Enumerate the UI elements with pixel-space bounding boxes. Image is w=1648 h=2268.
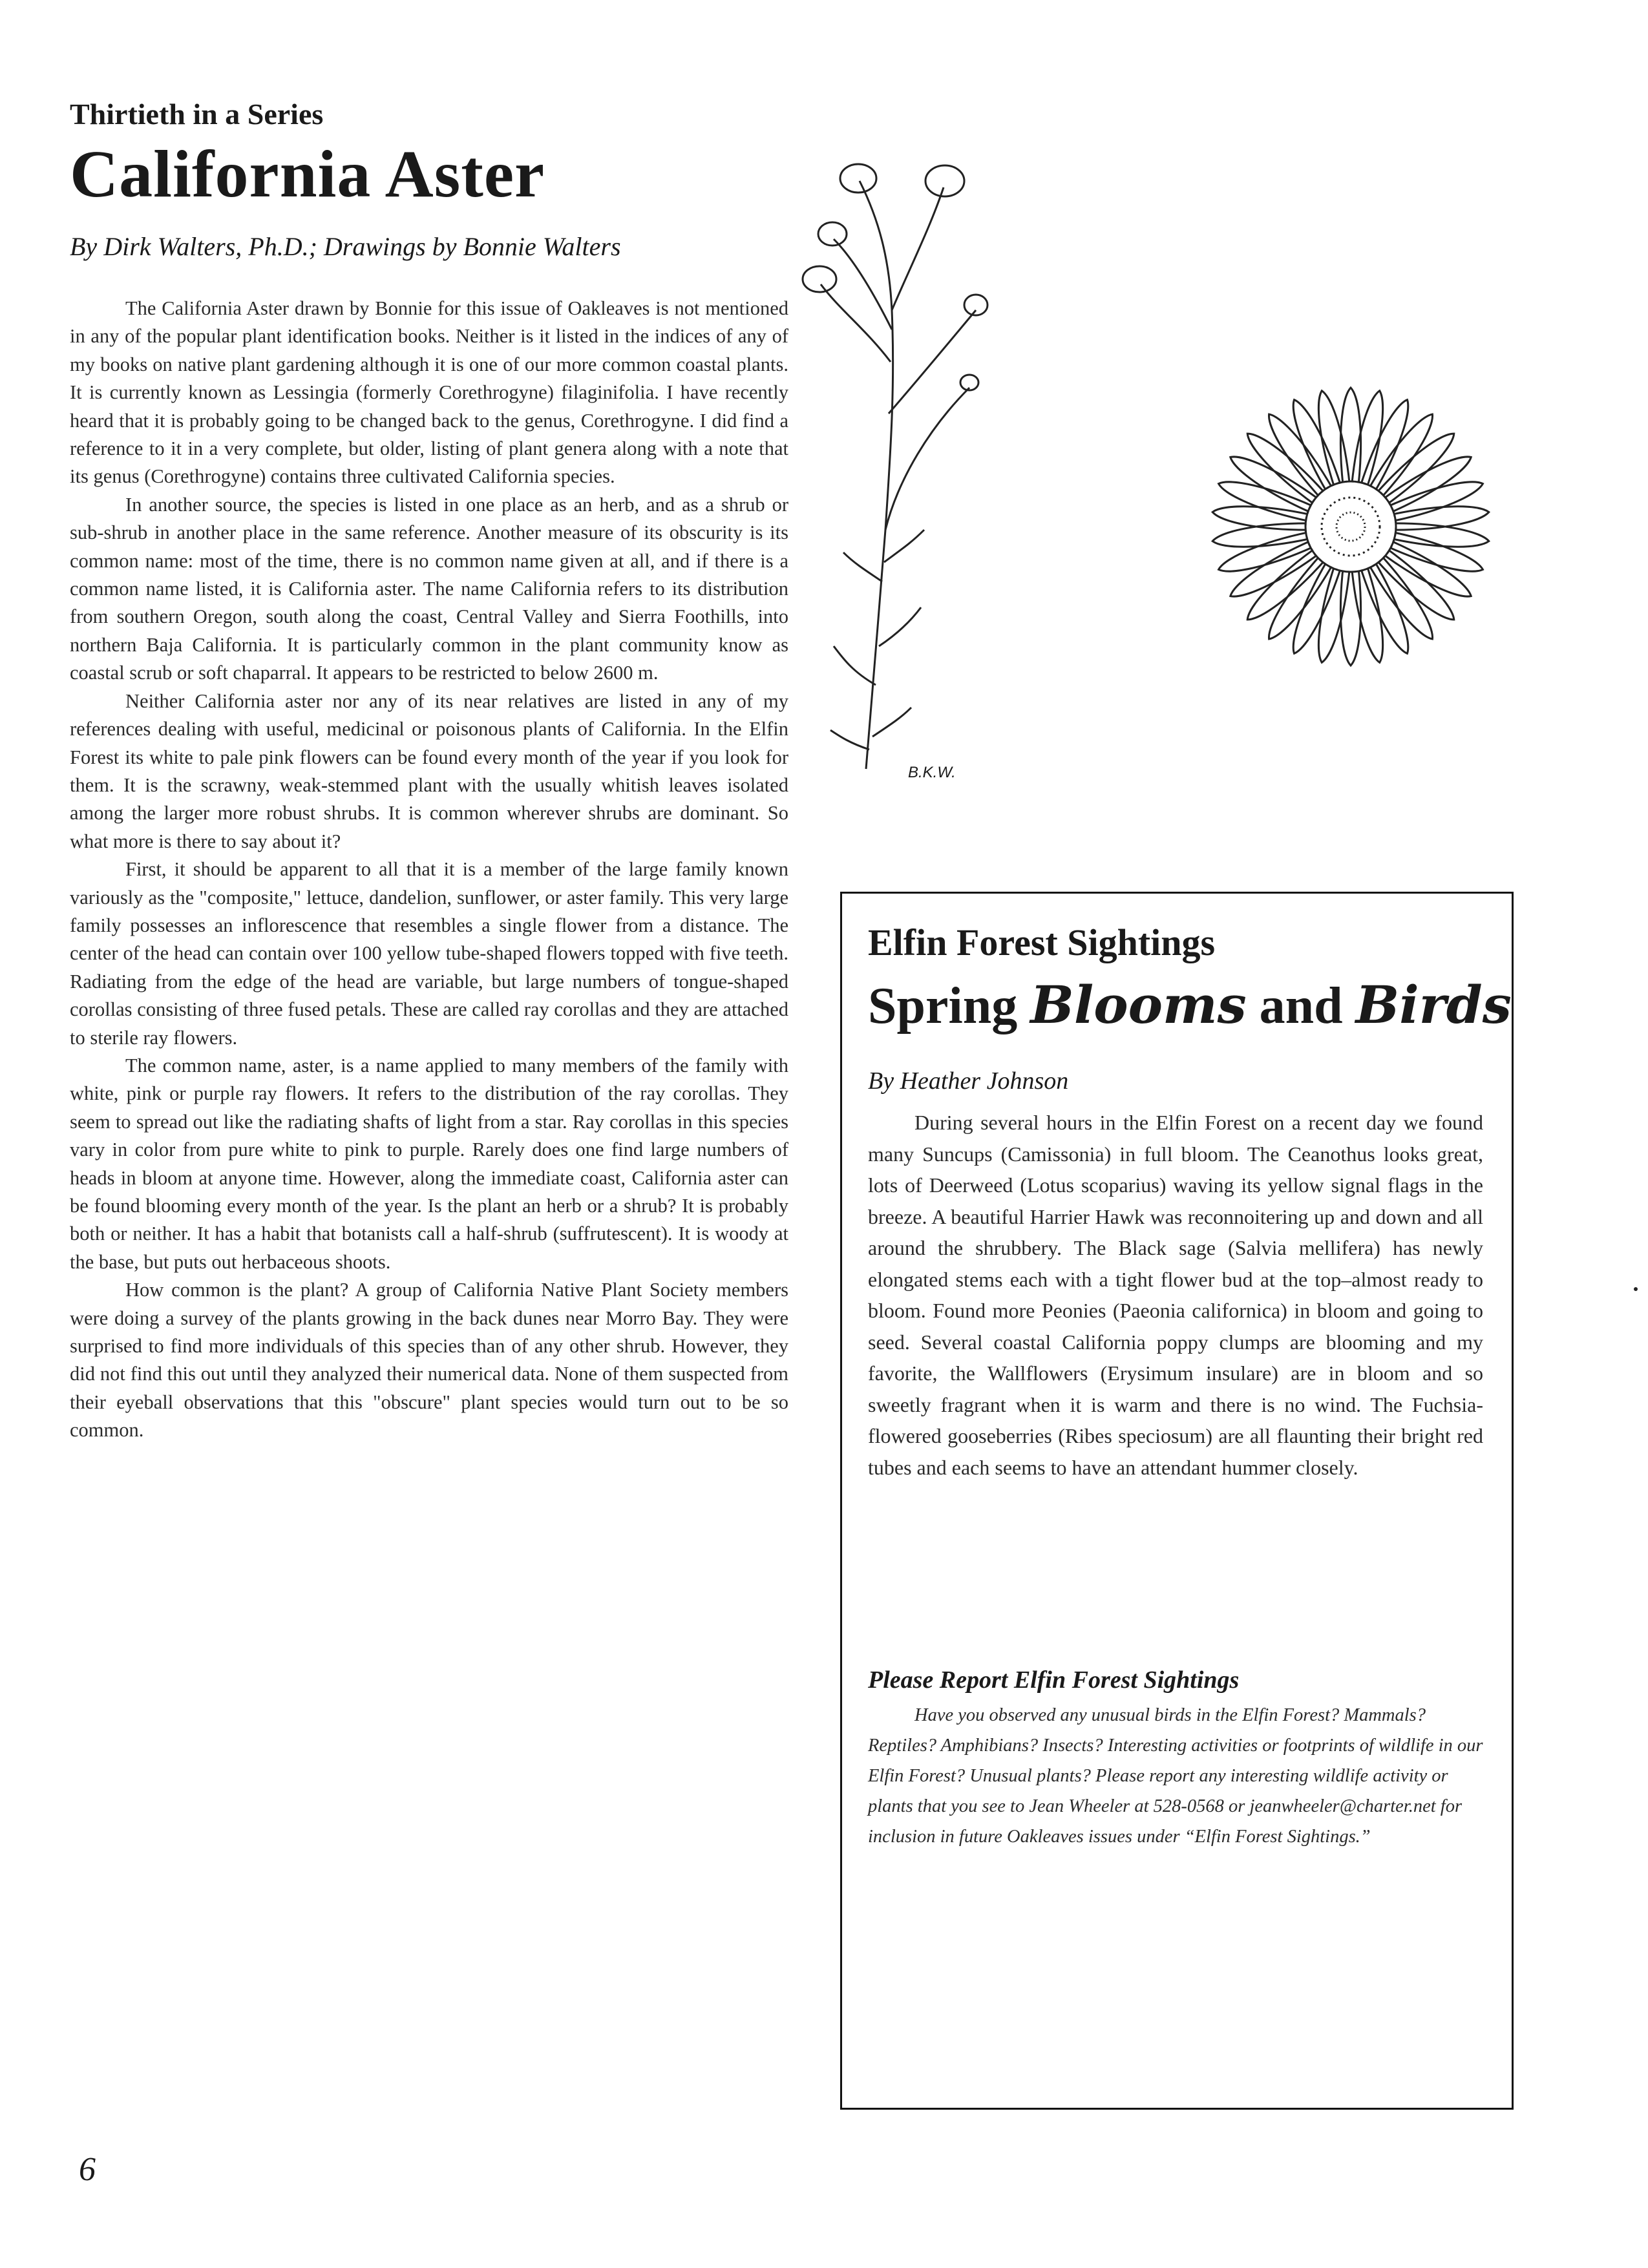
sightings-kicker: Elfin Forest Sightings: [868, 921, 1216, 963]
sightings-body: [868, 1107, 1483, 1483]
margin-speck: [1634, 1287, 1638, 1291]
petal-stroke: [1312, 565, 1352, 664]
petal-stroke: [1216, 474, 1314, 523]
article-paragraph: First, it should be apparent to all that it is a member of the large family known variously as the "composite," lettuce, dandelion, sunflower, or aster family. This very large family possesses an inflorescence that resembles a single flower from a distance. The center of the head can contain over 100 yellow tube-shaped flowers topped with five teeth. Radiating from the edge of the head are variable, but large numbers of tongue-shaped corollas consisting of three fused petals. These are called ray corollas and they are attached to sterile ray flowers.: [70, 858, 788, 1049]
petal-stroke: [1349, 565, 1389, 664]
report-paragraph: Have you observed any unusual birds in the Elfin Forest? Mammals? Reptiles? Amphibians? Insects? Interesting activities or footprints of wildlife in our Elfin Forest? Unusual plants? Please report any interesting wildlife activity or plants that you see to Jean Wheeler at 528-0568 or jeanwheeler@charter.net for inclusion in future Oakleaves issues under “Elfin Forest Sightings.”: [868, 1705, 1483, 1847]
article-body: [70, 295, 788, 1445]
petal-stroke: [1388, 474, 1486, 523]
sightings-title-part: and: [1246, 978, 1356, 1034]
petal-stroke: [1388, 530, 1486, 579]
article-paragraph: The California Aster drawn by Bonnie for this issue of Oakleaves is not mentioned in any of the popular plant identification books. Neither is it listed in the indices of any of my books on native plant gardening although it is one of our more common coastal plants. It is currently known as Lessingia (formerly Corethrogyne) filaginifolia. I have recently heard that it is probably going to be changed back to the genus, Corethrogyne. I did find a reference to it in a very complete, but older, listing of plant genera along with a note that its genus (Corethrogyne) contains three cultivated California species.: [70, 297, 788, 488]
sightings-byline: By Heather Johnson: [868, 1067, 1069, 1095]
report-title: Please Report Elfin Forest Sightings: [868, 1666, 1240, 1694]
petal-stroke: [1340, 569, 1360, 666]
sightings-title-blooms: Blooms: [1030, 974, 1247, 1035]
article-paragraph: How common is the plant? A group of California Native Plant Society members were doing a survey of the plants growing in the back dunes near Morro Bay. They were surprised to find more individuals of this species than of any other shrub. However, they did not find this out until they analyzed their numerical data. None of them suspected from their eyeball observations that this "obscure" plant species would turn out to be so common.: [70, 1279, 788, 1442]
page-number: 6: [79, 2151, 96, 2188]
petal-stroke: [1312, 388, 1352, 487]
article-byline: By Dirk Walters, Ph.D.; Drawings by Bonnie Walters: [70, 232, 621, 261]
article-title: California Aster: [70, 137, 545, 211]
sightings-box: [840, 892, 1514, 2110]
aster-plant-drawing: [782, 116, 989, 795]
sightings-title-part: Spring: [868, 978, 1031, 1034]
sightings-title: [868, 974, 1512, 1036]
article-paragraph: In another source, the species is listed in one place as an herb, and as a shrub or sub-shrub in another place in the same reference. Another measure of its obscurity is its common name: most of the time, there is no common name given at all, and if there is a common name listed, it is California aster. The name California refers to its distribution from southern Oregon, south along the coast, Central Valley and Sierra Foothills, into northern Baja California. It is particularly common in the plant community know as coastal scrub or soft chaparral. It appears to be restricted to below 2600 m.: [70, 493, 788, 684]
sightings-paragraph: During several hours in the Elfin Forest on a recent day we found many Suncups (Camissonia) in full bloom. The Ceanothus looks great, lots of Deerweed (Lotus scoparius) waving its yellow signal flags in the breeze. A beautiful Harrier Hawk was reconnoitering up and down and all around the shrubbery. The Black sage (Salvia mellifera) has newly elongated stems each with a tight flower bud at the top–almost ready to bloom. Found more Peonies (Paeonia californica) in bloom and going to seed. Several coastal California poppy clumps are blooming and my favorite, the Wallflowers (Erysimum insulare) are in bloom and so sweetly fragrant when it is warm and there is no wind. The Fuchsia-flowered gooseberries (Ribes speciosum) are all flaunting their bright red tubes and each seems to have an attendant hummer closely.: [868, 1111, 1483, 1479]
petal-stroke: [1216, 530, 1314, 579]
sightings-title-birds: Birds: [1355, 974, 1512, 1035]
petal-stroke: [1349, 388, 1389, 487]
drawing-initials: B.K.W.: [908, 764, 956, 781]
report-body: [868, 1700, 1483, 1852]
aster-flower-drawing: [1202, 378, 1499, 675]
article-paragraph: The common name, aster, is a name applied to many members of the family with white, pink or purple ray flowers. It refers to the distribution of the ray corollas. They seem to spread out like the radiating shafts of light from a star. Ray corollas in this species vary in color from pure white to pink to purple. Rarely does one find large numbers of heads in bloom at anyone time. However, along the immediate coast, California aster can be found blooming every month of the year. Is the plant an herb or a shrub? It is probably both or neither. It has a habit that botanists call a half-shrub (suffrutescent). It is woody at the base, but puts out herbaceous shoots.: [70, 1054, 788, 1273]
article-paragraph: Neither California aster nor any of its near relatives are listed in any of my references dealing with useful, medicinal or poisonous plants of California. In the Elfin Forest its white to pale pink flowers can be found every month of the year if you look for them. It is the scrawny, weak-stemmed plant with the usually whitish leaves isolated among the larger more robust shrubs. It is common wherever shrubs are dominant. So what more is there to say about it?: [70, 689, 788, 852]
series-label: Thirtieth in a Series: [70, 98, 324, 131]
petal-stroke: [1340, 388, 1360, 485]
